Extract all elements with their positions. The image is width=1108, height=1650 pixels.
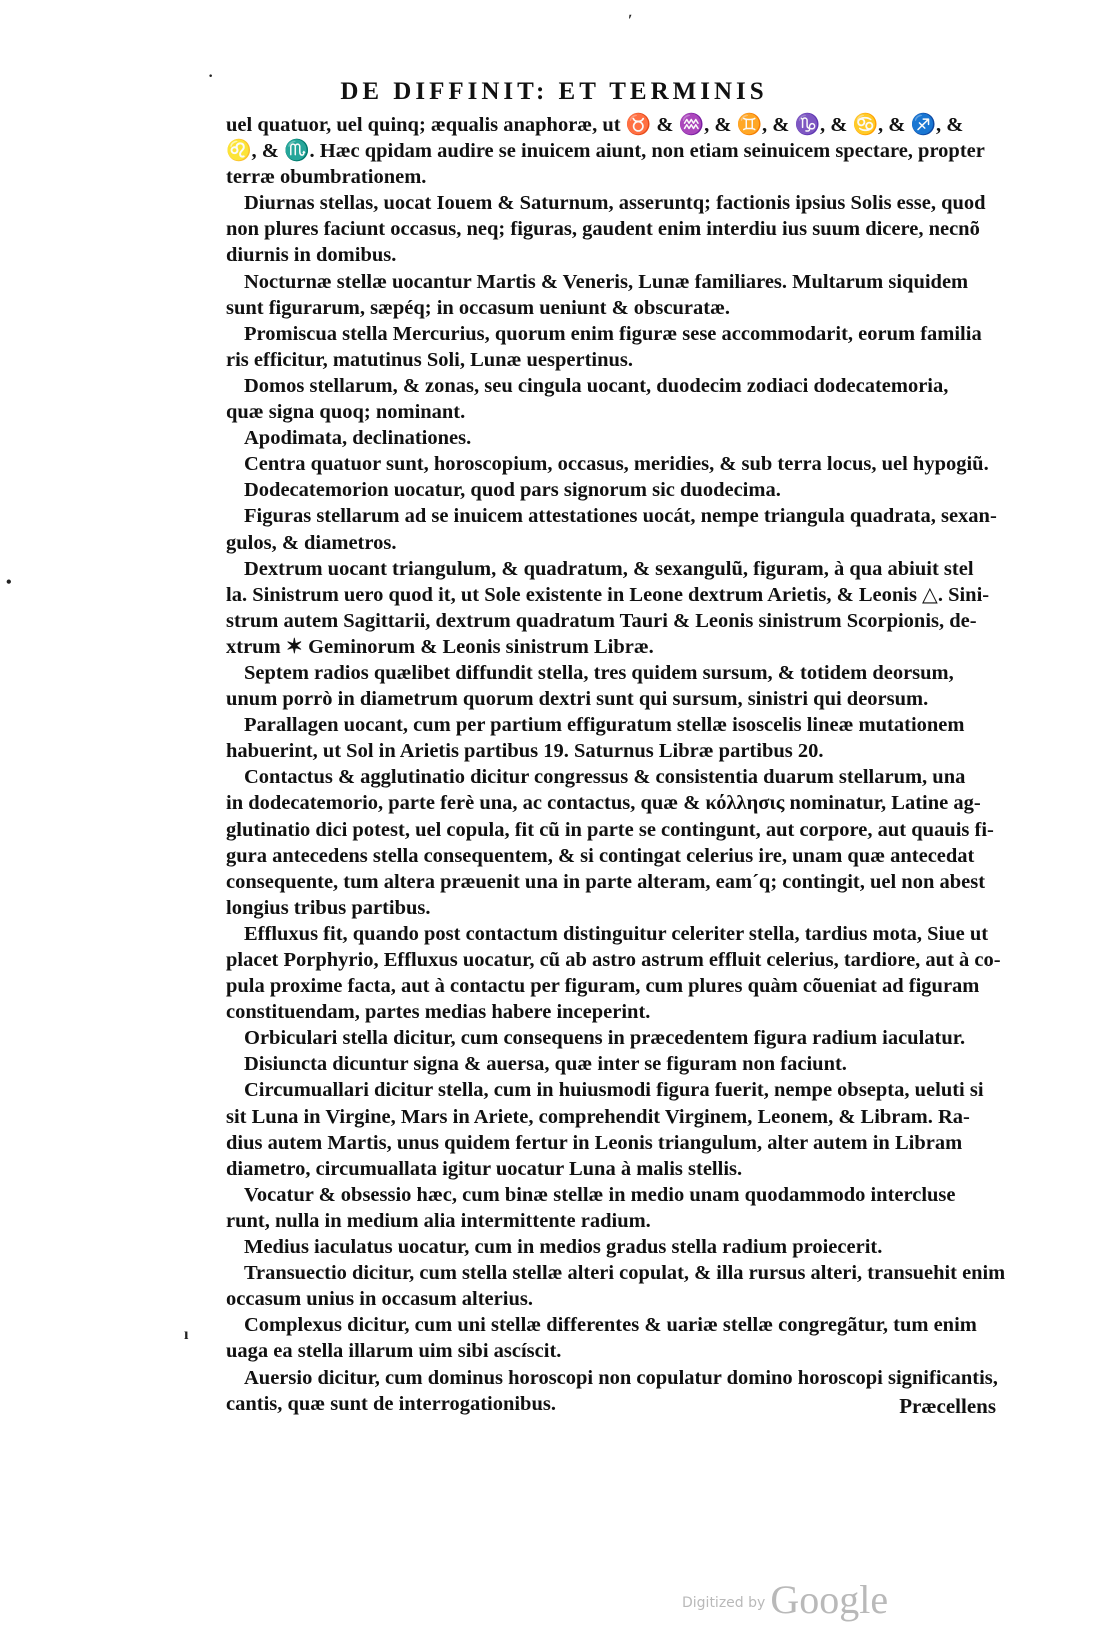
text-line: Orbiculari stella dicitur, cum consequens in præcedentem figura radium iaculatur. [244, 1027, 966, 1050]
text-line: sit Luna in Virgine, Mars in Ariete, comprehendit Virginem, Leonem, & Libram. Ra- [226, 1105, 970, 1128]
text-line: Dodecatemorion uocatur, quod pars signorum sic duodecima. [244, 479, 781, 502]
text-line: Contactus & agglutinatio dicitur congressus & consistentia duarum stellarum, una [244, 766, 966, 789]
text-line: cantis, quæ sunt de interrogationibus. [226, 1392, 556, 1415]
watermark-prefix: Digitized by [682, 1595, 766, 1611]
text-line: glutinatio dici potest, uel copula, fit cũ in parte se contingunt, aut corpore, aut quauis fi- [226, 818, 994, 841]
ink-speck: ʹ [628, 12, 633, 29]
text-line: Vocatur & obsessio hæc, cum binæ stellæ in medio unam quodammodo intercluse [244, 1183, 956, 1206]
text-line: Parallagen uocant, cum per partium effiguratum stellæ isoscelis lineæ mutationem [244, 714, 965, 737]
text-line: Promiscua stella Mercurius, quorum enim figuræ sese accommodarit, eorum familia [244, 322, 982, 345]
catchword: Præcellens [899, 1394, 996, 1418]
text-line: unum porrò in diametrum quorum dextri sunt qui sursum, sinistri qui deorsum. [226, 688, 929, 711]
ink-speck: • [6, 574, 12, 591]
text-line: ris efficitur, matutinus Soli, Lunæ uespertinus. [226, 348, 634, 371]
text-line: Apodimata, declinationes. [244, 427, 472, 450]
text-line: sunt figurarum, sæpéq; in occasum ueniunt & obscuratæ. [226, 296, 731, 319]
text-line: Effluxus fit, quando post contactum distinguitur celeriter stella, tardius mota, Siue ut [244, 922, 989, 945]
text-line: Medius iaculatus uocatur, cum in medios gradus stella radium proiecerit. [244, 1236, 883, 1259]
text-line: la. Sinistrum uero quod it, ut Sole existente in Leone dextrum Arietis, & Leonis △. Sini- [226, 583, 990, 606]
text-line: Transuectio dicitur, cum stella stellæ alteri copulat, & illa rursus alteri, transuehit enim [243, 1262, 1006, 1285]
text-line: Nocturnæ stellæ uocantur Martis & Veneris, Lunæ familiares. Multarum siquidem [244, 270, 969, 293]
text-line: in dodecatemorio, parte ferè una, ac contactus, quæ & κόλλησις nominatur, Latine ag- [226, 792, 981, 815]
watermark-brand: Google [770, 1577, 889, 1622]
text-line: longius tribus partibus. [226, 896, 431, 919]
ink-speck: · [208, 68, 214, 85]
text-line: strum autem Sagittarii, dextrum quadratum Tauri & Leonis sinistrum Scorpionis, de- [226, 609, 977, 632]
text-line: ♌, & ♏. Hæc qpidam audire se inuicem aiunt, non etiam seinuicem spectare, propter [226, 140, 985, 163]
text-line: uel quatuor, uel quinq; æqualis anaphoræ, ut ♉ & ♒, & ♊, & ♑, & ♋, & ♐, & [226, 114, 964, 136]
digitized-watermark [682, 1576, 888, 1623]
text-line: dius autem Martis, unus quidem fertur in Leonis triangulum, alter autem in Libram [226, 1131, 963, 1154]
text-line: habuerint, ut Sol in Arietis partibus 19. Saturnus Libræ partibus 20. [226, 740, 824, 763]
text-line: Disiuncta dicuntur signa & auersa, quæ inter se figuram non faciunt. [244, 1053, 847, 1076]
text-line: pula proxime facta, aut à contactu per figuram, cum plures quàm cõueniat ad figuram [226, 975, 980, 998]
running-head: DE DIFFINIT: ET TERMINIS [340, 78, 768, 105]
text-line: gura antecedens stella consequentem, & si contingat celerius ire, unam quæ antecedat [226, 844, 975, 867]
text-line: Complexus dicitur, cum uni stellæ differentes & uariæ stellæ congregãtur, tum enim [244, 1314, 977, 1337]
text-line: uaga ea stella illarum uim sibi ascíscit. [226, 1340, 562, 1363]
text-line: gulos, & diametros. [226, 531, 397, 554]
text-line: runt, nulla in medium alia intermittente radium. [226, 1209, 651, 1232]
text-line: Septem radios quælibet diffundit stella, tres quidem sursum, & totidem deorsum, [244, 661, 954, 684]
text-line: consequente, tum altera præuenit una in parte alteram, eam´q; contingit, uel non abest [226, 870, 986, 893]
text-line: occasum unius in occasum alterius. [226, 1288, 533, 1311]
text-line: Auersio dicitur, cum dominus horoscopi non copulatur domino horoscopi significantis, [244, 1366, 998, 1389]
text-line: Dextrum uocant triangulum, & quadratum, & sexangulũ, figuram, à qua abiuit stel [244, 557, 974, 580]
text-line: Figuras stellarum ad se inuicem attestationes uocát, nempe triangula quadrata, sexan- [244, 505, 997, 528]
text-line: non plures faciunt occasus, neq; figuras, gaudent enim interdiu ius suum dicere, necnõ [226, 218, 980, 241]
text-line: Domos stellarum, & zonas, seu cingula uocant, duodecim zodiaci dodecatemoria, [244, 374, 949, 397]
text-line: placet Porphyrio, Effluxus uocatur, cũ ab astro astrum effluit celerius, tardiore, aut à co- [226, 949, 1001, 971]
text-line: diurnis in domibus. [226, 244, 397, 267]
body-text [226, 112, 1006, 1417]
text-line: quæ signa quoq; nominant. [226, 401, 466, 424]
text-line: Circumuallari dicitur stella, cum in huiusmodi figura fuerit, nempe obsepta, ueluti si [244, 1079, 984, 1102]
text-line: xtrum ✶ Geminorum & Leonis sinistrum Libræ. [226, 635, 654, 658]
text-line: diametro, circumuallata igitur uocatur Luna à malis stellis. [226, 1157, 743, 1180]
text-line: terræ obumbrationem. [226, 166, 427, 189]
text-line: Centra quatuor sunt, horoscopium, occasus, meridies, & sub terra locus, uel hypogiũ. [244, 453, 989, 476]
text-line: constituendam, partes medias habere inceperint. [226, 1001, 651, 1024]
ink-speck: ı [184, 1326, 189, 1343]
text-line: Diurnas stellas, uocat Iouem & Saturnum, asseruntq; factionis ipsius Solis esse, quod [244, 192, 986, 215]
